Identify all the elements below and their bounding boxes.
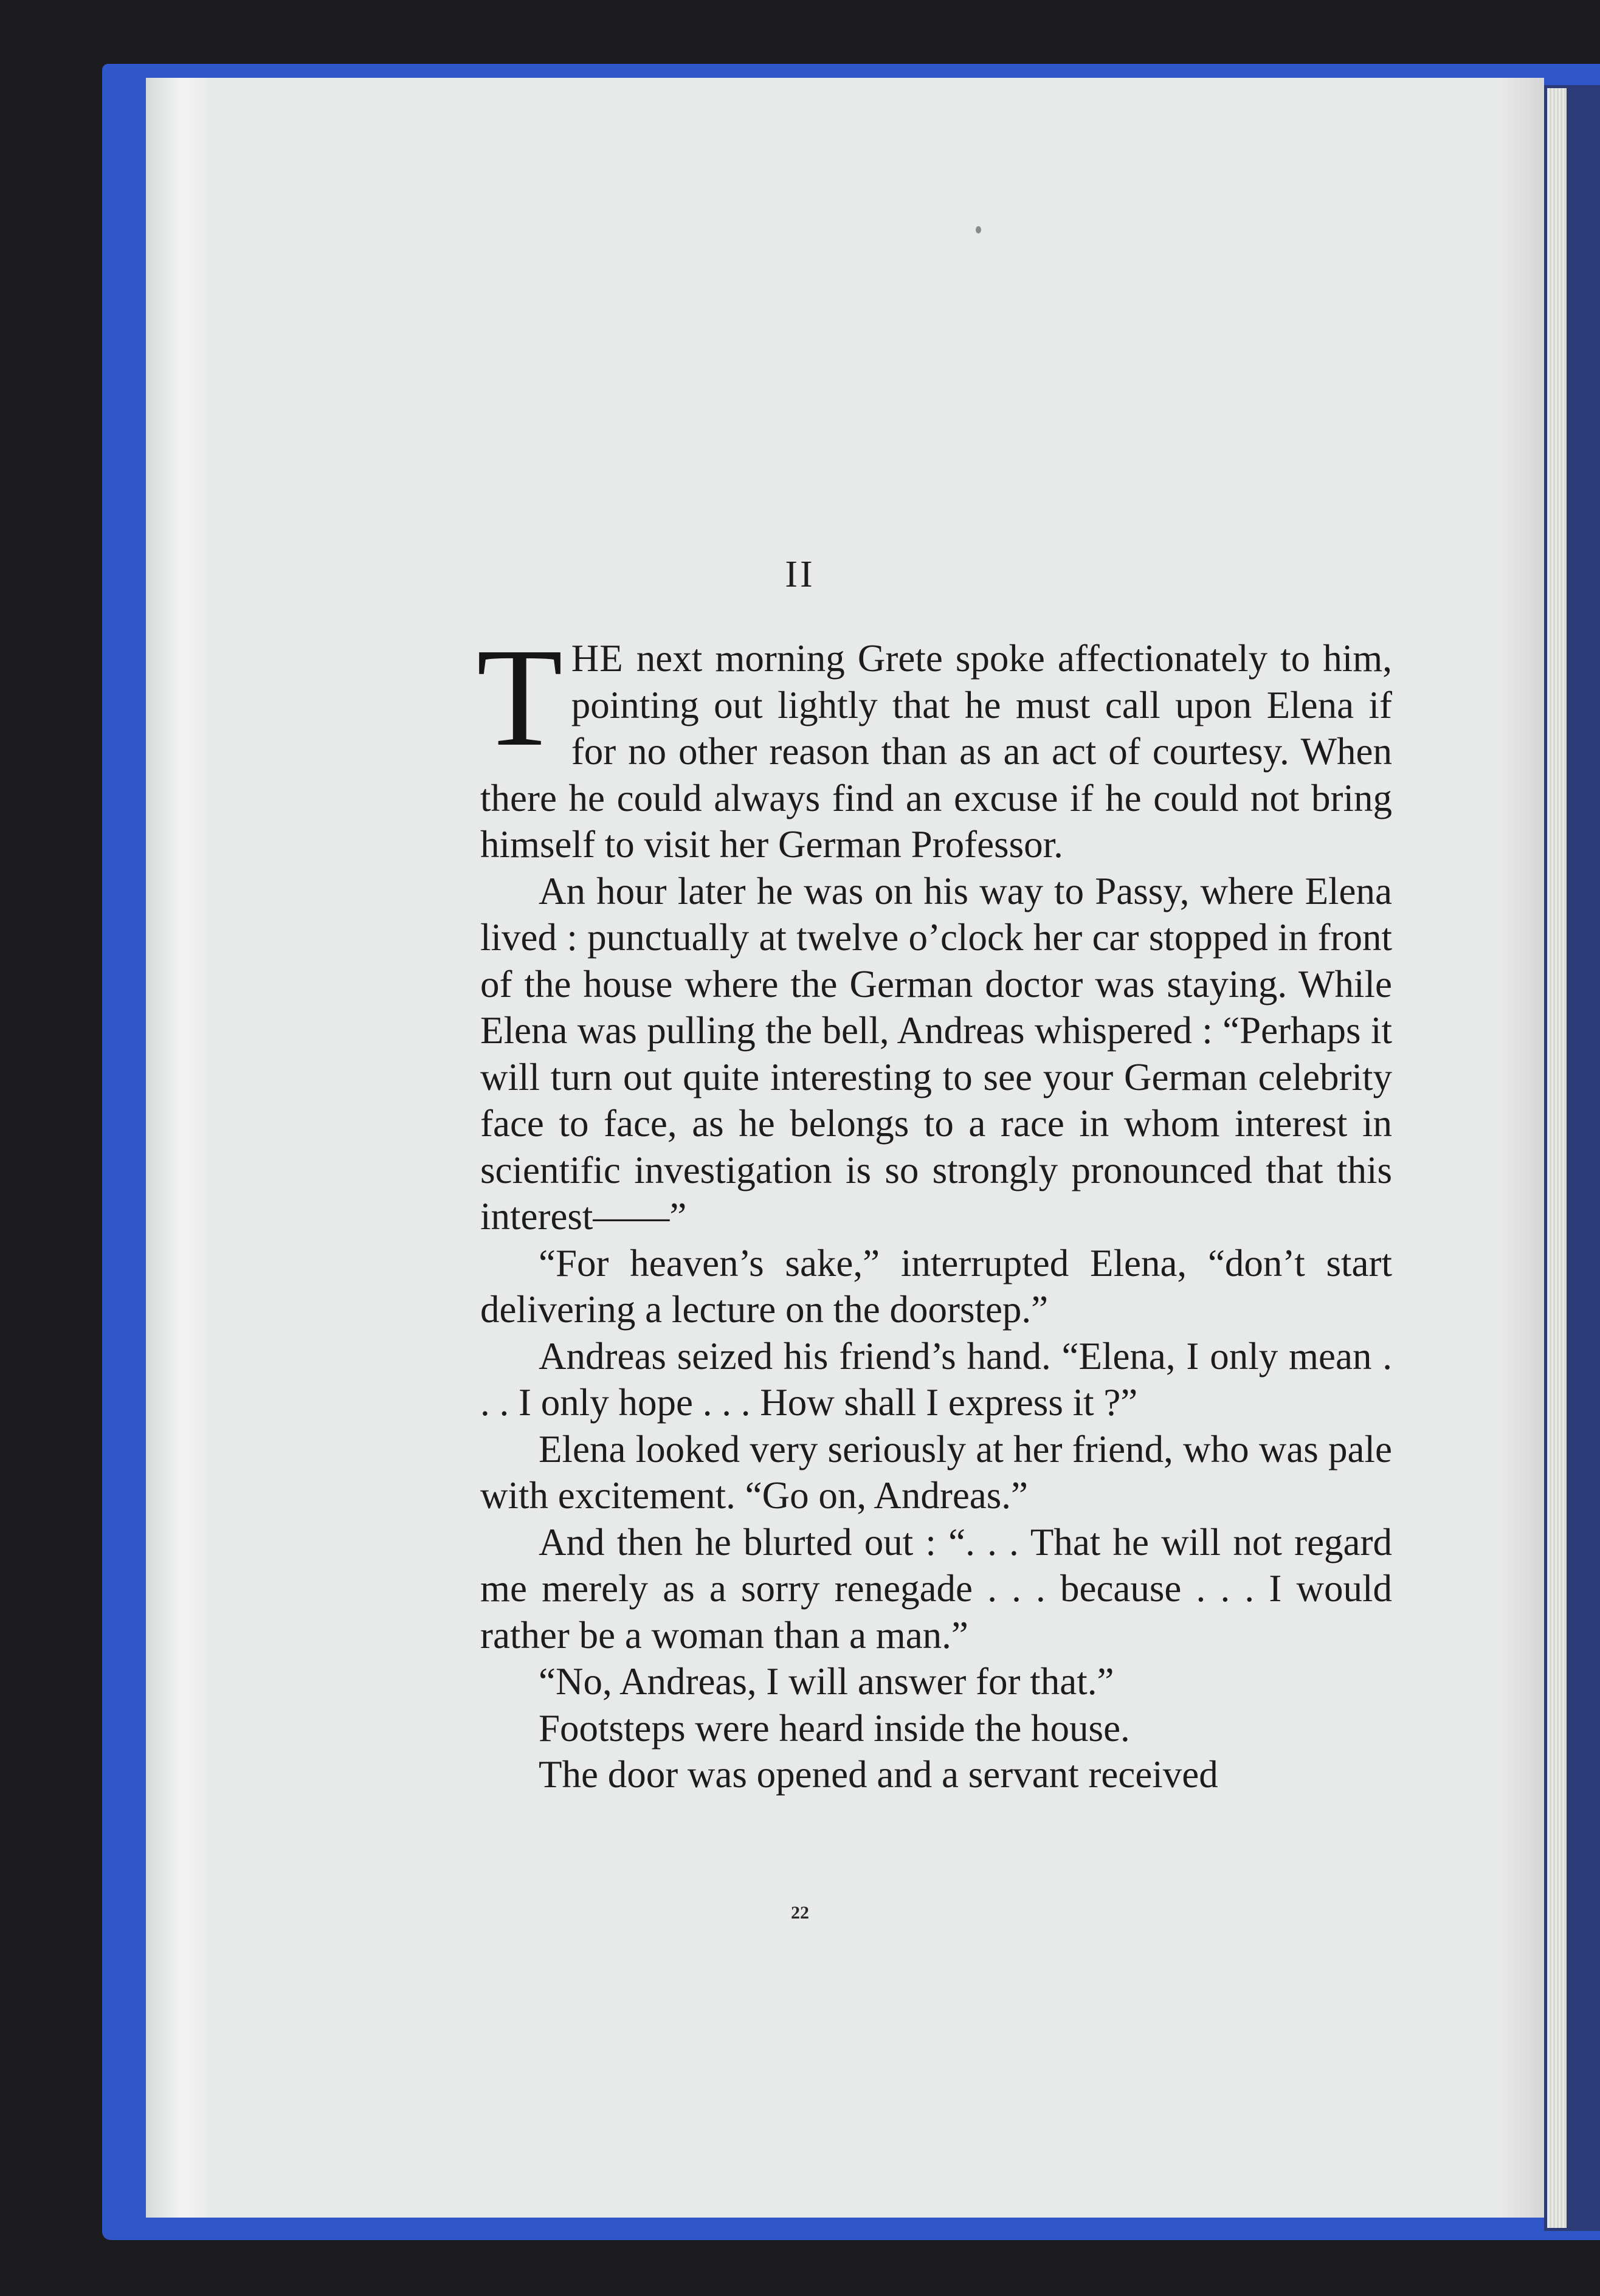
paragraph-4: Andreas seized his friend’s hand. “Elena, I only mean . . . I only hope . . . How shall I express it ?” (480, 1334, 1392, 1424)
paragraph-8: Footsteps were heard inside the house. (539, 1706, 1130, 1750)
paragraph-3: “For heaven’s sake,” interrupted Elena, “don’t start delivering a lecture on the doorstep.” (480, 1241, 1392, 1331)
page-number: 22 (791, 1903, 809, 1923)
paragraph-9: The door was opened and a servant received (539, 1753, 1218, 1796)
paragraph-2: An hour later he was on his way to Passy, where Elena lived : punctually at twelve o’clock her car stopped in front of the house where the German doctor was staying. While Elena was pulling the bell, Andreas whispered : “Perhaps it will turn out quite interesting to see your German celebrity face to face, as he belongs to a race in whom interest in scientific investigation is so strongly pronounced that this interest——” (480, 869, 1392, 1238)
paper-speck (976, 226, 981, 233)
page-fore-edge-shadow (1502, 78, 1544, 2218)
paragraph-7: “No, Andreas, I will answer for that.” (539, 1660, 1114, 1703)
paragraph-6: And then he blurted out : “. . . That he will not regard me merely as a sorry renegade . . . because . . . I would rather be a woman than a man.” (480, 1520, 1392, 1656)
paragraph-1 (477, 619, 1392, 868)
lead-word: HE (571, 637, 624, 680)
chapter-number: II (785, 554, 815, 595)
paragraph-text: next morning Grete spoke affectionately to him, pointing out lightly that he must call upon Elena if for no other reason than as an act of courtesy. When there he could always find an excuse if he could not bring himself to visit her German Professor. (480, 637, 1392, 866)
paragraph-5: Elena looked very seriously at her friend, who was pale with excitement. “Go on, Andreas.” (480, 1427, 1392, 1517)
drop-cap: T (477, 619, 563, 776)
body-text (477, 619, 1392, 1798)
page-gutter (146, 78, 207, 2218)
